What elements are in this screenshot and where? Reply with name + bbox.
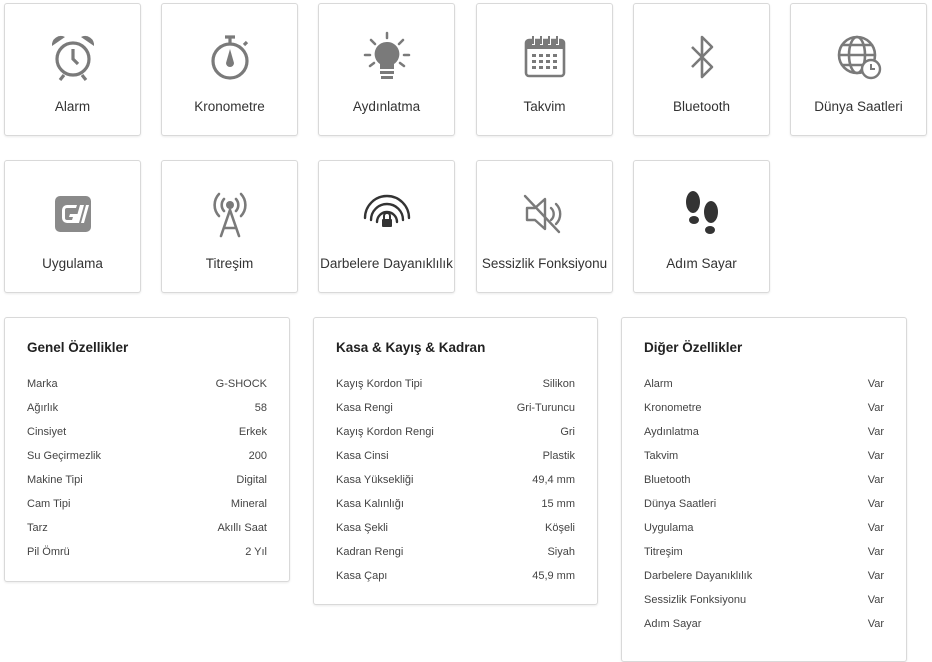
spec-key: Kayış Kordon Rengi [336,426,434,438]
panel-title: Genel Özellikler [27,340,129,355]
spec-value: Silikon [542,378,575,390]
feature-label: Bluetooth [672,99,731,114]
feature-tile-bluetooth [633,3,770,136]
spec-value: Var [867,570,884,582]
spec-key: Titreşim [644,546,683,558]
stopwatch-icon [162,30,297,84]
bluetooth-icon [634,30,769,84]
spec-row [27,522,267,546]
spec-list [27,378,267,570]
feature-tile-alarm [4,3,141,136]
spec-row [644,402,884,426]
spec-value: Erkek [238,426,267,438]
spec-key: Kasa Rengi [336,402,393,414]
spec-key: Marka [27,378,58,390]
spec-key: Kasa Kalınlığı [336,498,404,510]
spec-row [336,378,575,402]
feature-label: Uygulama [42,256,103,271]
feature-tile-silent-mode [476,160,613,293]
footsteps-icon [634,187,769,241]
app-icon [5,187,140,241]
spec-row [27,426,267,450]
spec-key: Kayış Kordon Tipi [336,378,423,390]
spec-key: Kasa Cinsi [336,450,389,462]
spec-row [336,498,575,522]
spec-key: Su Geçirmezlik [27,450,101,462]
spec-row [27,498,267,522]
spec-row [27,474,267,498]
feature-label: Adım Sayar [666,256,737,271]
spec-row [644,546,884,570]
spec-key: Kasa Şekli [336,522,388,534]
spec-row [27,402,267,426]
spec-key: Aydınlatma [644,426,699,438]
spec-key: Cam Tipi [27,498,71,510]
spec-row [644,522,884,546]
feature-tile-calendar [476,3,613,136]
alarm-clock-icon [5,30,140,84]
feature-label: Dünya Saatleri [814,99,903,114]
spec-value: Mineral [230,498,267,510]
feature-tile-vibration [161,160,298,293]
spec-key: Uygulama [644,522,694,534]
feature-tile-shock-resistance [318,160,455,293]
world-time-icon [791,30,926,84]
feature-tile-step-counter [633,160,770,293]
spec-value: 15 mm [541,498,575,510]
spec-row [27,450,267,474]
spec-key: Kronometre [644,402,702,414]
spec-panel-general [4,317,290,582]
spec-value: Var [867,450,884,462]
panel-title: Kasa & Kayış & Kadran [336,340,486,355]
spec-value: Plastik [542,450,575,462]
spec-value: Akıllı Saat [217,522,267,534]
spec-row [336,426,575,450]
spec-value: Var [867,618,884,630]
mute-speaker-icon [477,187,612,241]
spec-value: 58 [254,402,267,414]
feature-label: Titreşim [205,256,254,271]
spec-key: Bluetooth [644,474,691,486]
spec-row [644,570,884,594]
feature-label: Alarm [54,99,91,114]
spec-value: Var [867,522,884,534]
spec-value: Var [867,498,884,510]
spec-row [336,450,575,474]
spec-row [644,426,884,450]
spec-list [336,378,575,594]
feature-tile-stopwatch [161,3,298,136]
spec-row [336,474,575,498]
spec-list [644,378,884,642]
spec-key: Pil Ömrü [27,546,70,558]
spec-key: Darbelere Dayanıklılık [644,570,753,582]
spec-row [336,402,575,426]
spec-row [27,378,267,402]
spec-row [336,570,575,594]
spec-key: Alarm [644,378,673,390]
spec-panel-case-strap-dial [313,317,598,605]
spec-row [336,546,575,570]
spec-value: 2 Yıl [245,546,267,558]
spec-value: Var [867,426,884,438]
spec-key: Kasa Yüksekliği [336,474,414,486]
feature-label: Takvim [523,99,566,114]
calendar-icon [477,30,612,84]
spec-key: Dünya Saatleri [644,498,717,510]
spec-row [644,594,884,618]
spec-key: Kasa Çapı [336,570,388,582]
spec-key: Cinsiyet [27,426,67,438]
feature-label: Aydınlatma [352,99,421,114]
spec-value: Gri-Turuncu [516,402,575,414]
spec-row [644,474,884,498]
spec-value: Var [867,474,884,486]
light-bulb-icon [319,30,454,84]
spec-value: 45,9 mm [532,570,575,582]
spec-panel-other [621,317,907,662]
spec-key: Ağırlık [27,402,59,414]
spec-row [644,450,884,474]
spec-row [336,522,575,546]
spec-value: 49,4 mm [532,474,575,486]
spec-row [644,618,884,642]
spec-value: Var [867,402,884,414]
spec-row [644,498,884,522]
spec-key: Takvim [644,450,679,462]
spec-value: Var [867,594,884,606]
spec-value: Köşeli [545,522,575,534]
spec-value: 200 [248,450,267,462]
spec-key: Tarz [27,522,48,534]
spec-row [644,378,884,402]
feature-tile-app [4,160,141,293]
spec-value: Siyah [547,546,575,558]
feature-label: Darbelere Dayanıklılık [320,256,453,271]
spec-value: Var [867,546,884,558]
spec-key: Kadran Rengi [336,546,404,558]
spec-value: Gri [560,426,575,438]
panel-title: Diğer Özellikler [644,340,743,355]
feature-label: Sessizlik Fonksiyonu [481,256,608,271]
feature-tile-light [318,3,455,136]
spec-key: Sessizlik Fonksiyonu [644,594,747,606]
spec-value: Digital [236,474,267,486]
feature-label: Kronometre [194,99,265,114]
spec-value: G-SHOCK [215,378,267,390]
shock-resistance-icon [319,187,454,241]
spec-value: Var [867,378,884,390]
feature-tile-world-time [790,3,927,136]
spec-key: Makine Tipi [27,474,83,486]
vibration-antenna-icon [162,187,297,241]
spec-key: Adım Sayar [644,618,702,630]
spec-row [27,546,267,570]
